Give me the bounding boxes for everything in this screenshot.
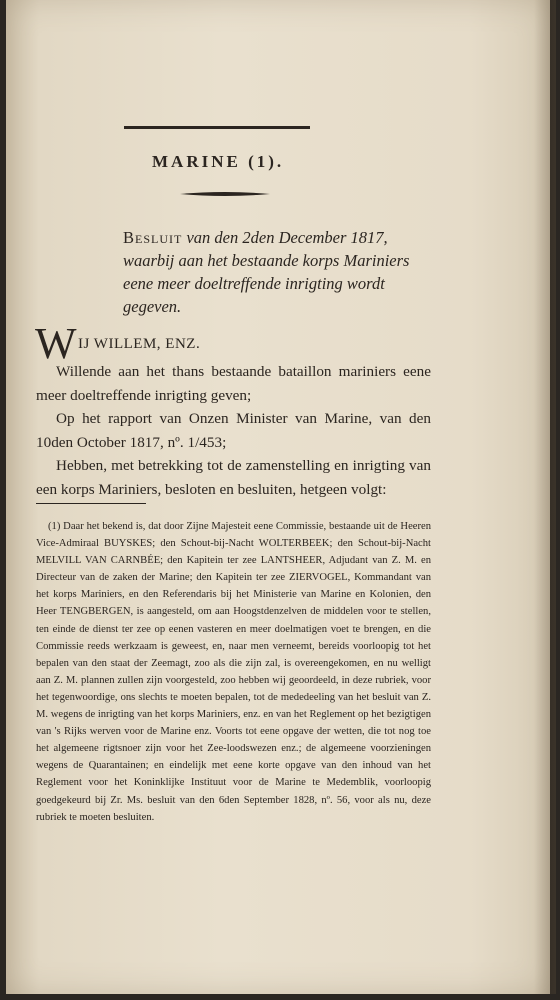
decree-body [36, 360, 431, 501]
body-paragraph: Op het rapport van Onzen Minister van Marine, van den 10den October 1817, nº. 1/453; [36, 410, 431, 451]
body-paragraph: Hebben, met betrekking tot de zamenstelling en inrigting van een korps Mariniers, besloten en besluiten, hetgeen volgt: [36, 457, 431, 498]
body-paragraph: Willende aan het thans bestaande bataillon mariniers eene meer doeltreffende inrigting geven; [36, 363, 431, 404]
document-page [6, 0, 550, 994]
section-title: MARINE (1). [152, 152, 285, 171]
ornament-rule [180, 190, 270, 198]
footnote-rule [36, 503, 146, 504]
footnote: (1) Daar het bekend is, dat door Zijne Majesteit eene Commissie, bestaande uit de Heeren Vice-Admiraal BUYSKES; den Schout-bij-Nacht WOLTERBEEK; den Schout-bij-Nacht MELVILL VAN CARNBÉE; den Kapitein ter zee LANTSHEER, Adjudant van Z. M. en Directeur van de zaken der Marine; den Kapitein ter zee ZIERVOGEL, Kommandant van het korps Mariniers, en den Referendaris bij het Ministerie van Marine en Kolonien, den Heer TENGBERGEN, is aangesteld, om aan Hoogstdenzelven de middelen voor te stellen, ten einde de dienst ter zee op eenen vasteren en meer doelmatigen voet te brengen, en die Commissie reeds werkzaam is geweest, en, naar men verneemt, bereids voorloopig tot het bepalen van den staat der Zeemagt, zoo als die zijn zal, is overeengekomen, en nu welligt aan Z. M. plannen zullen zijn voorgesteld, zoo hebben wij geoordeeld, in deze rubriek, voor het tegenwoordige, ons slechts te moeten bepalen, tot de mededeeling van het besluit van Z. M. wegens de inrigting van het korps Mariniers, enz. en van het Reglement op het bezigtigen van 's Rijks werven voor de Marine enz. Voorts tot eene opgave der wetten, die tot nog toe het algemeene rigtsnoer zijn voor het Zee-loodswezen enz.; de algemeene voorzieningen wegens de Quarantainen; en eindelijk met eene korte opgave van den inhoud van het Reglement voor het Koninklijke Instituut voor de Marine te Medemblik, voorloopig goedgekeurd bij Zr. Ms. besluit van den 6den September 1828, nº. 56, voor als nu, deze rubriek te moeten besluiten. [36, 521, 431, 823]
page-edge-shadow [534, 0, 556, 994]
preamble-opening: IJ WILLEM, ENZ. [78, 336, 201, 352]
decree-heading [123, 226, 423, 318]
drop-cap: W [35, 319, 77, 368]
decree-lead: Besluit [123, 228, 183, 247]
heading-rule [124, 126, 310, 129]
decree-title: van den 2den December 1817, waarbij aan het bestaande korps Mariniers eene meer doeltreffende inrigting wordt gegeven. [123, 228, 410, 316]
